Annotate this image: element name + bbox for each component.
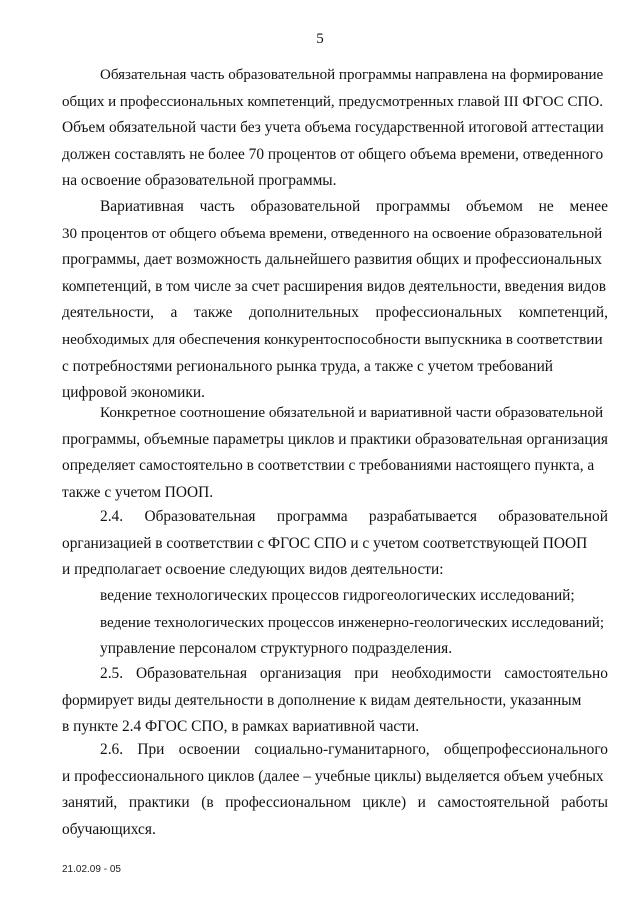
- word: 2.5.: [100, 665, 124, 682]
- word: не: [538, 198, 554, 215]
- paragraph-2-6: [62, 737, 608, 843]
- paragraph-line: цифровой экономики.: [62, 384, 205, 402]
- word: практики: [128, 794, 190, 812]
- word: разрабатывается: [368, 508, 477, 525]
- paragraph-line: обучающихся.: [62, 820, 156, 838]
- word: самостоятельной: [437, 794, 550, 812]
- word: деятельности,: [62, 304, 154, 322]
- paragraph-line: программы, объемные параметры циклов и практики образовательная организация: [62, 430, 608, 448]
- paragraph-line: в пункте 2.4 ФГОС СПО, в рамках вариативной части.: [62, 718, 420, 736]
- word: программы: [375, 198, 451, 215]
- word: дополнительных: [249, 304, 359, 322]
- word: а: [170, 304, 178, 322]
- word: социально-гуманитарного,: [254, 741, 430, 758]
- paragraph-line: должен составлять не более 70 процентов от общего объема времени, отведенного: [62, 145, 604, 163]
- paragraph-mandatory-part: [62, 62, 608, 195]
- paragraph-line: определяет самостоятельно в соответствии с требованиями настоящего пункта, а: [62, 457, 595, 475]
- word: объемом: [466, 198, 523, 215]
- paragraph-line: формирует виды деятельности в дополнение к видам деятельности, указанным: [62, 691, 582, 709]
- activity-list: [62, 583, 608, 663]
- word: работы: [561, 794, 608, 812]
- paragraph-line: общих и профессиональных компетенций, предусмотренных главой III ФГОС СПО.: [62, 93, 603, 110]
- list-item: ведение технологических процессов гидрогеологических исследований;: [100, 587, 575, 604]
- list-item: ведение технологических процессов инженерно-геологических исследований;: [100, 614, 605, 631]
- paragraph-line: и профессионального циклов (далее – учебные циклы) выделяется объем учебных: [62, 767, 604, 785]
- word: цикле): [362, 794, 407, 812]
- paragraph-2-5: [62, 661, 608, 741]
- word: также: [193, 304, 233, 322]
- word: освоении: [178, 741, 241, 758]
- paragraph-line: программы, дает возможность дальнейшего развития общих и профессиональных: [62, 251, 602, 269]
- paragraph-line: организацией в соответствии с ФГОС СПО и с учетом соответствующей ПООП: [62, 534, 588, 552]
- paragraph-line: также с учетом ПООП.: [62, 483, 214, 501]
- paragraph-line-justified: [62, 300, 608, 327]
- document-code: 21.02.09 - 05: [62, 864, 121, 875]
- paragraph-line-justified: [62, 790, 608, 817]
- paragraph-line-justified: [62, 504, 608, 531]
- word: при: [354, 665, 379, 682]
- paragraph-ratio: [62, 400, 608, 506]
- paragraph-line-justified: [62, 661, 608, 688]
- paragraph-variable-part: [62, 194, 608, 407]
- paragraph-line: на освоение образовательной программы.: [62, 172, 337, 190]
- paragraph-line: компетенций, в том числе за счет расширения видов деятельности, введения видов: [62, 277, 607, 295]
- paragraph-line: 30 процентов от общего объема времени, отведенного на освоение образовательной: [62, 225, 603, 242]
- paragraph-line: Объем обязательной части без учета объема государственной итоговой аттестации: [62, 119, 604, 137]
- word: менее: [569, 198, 608, 215]
- word: необходимости: [391, 665, 492, 682]
- word: При: [137, 741, 165, 758]
- paragraph-line: с потребностями регионального рынка труда, а также с учетом требований: [62, 357, 554, 375]
- paragraph-2-4: [62, 504, 608, 584]
- word: общепрофессионального: [443, 741, 608, 758]
- paragraph-line-justified: [62, 194, 608, 221]
- page-number: 5: [316, 31, 324, 47]
- paragraph-line: и предполагает освоение следующих видов деятельности:: [62, 561, 444, 579]
- word: 2.4.: [100, 508, 124, 525]
- word: часть: [199, 198, 235, 215]
- word: профессиональном: [225, 794, 351, 812]
- word: профессиональных: [375, 304, 503, 322]
- paragraph-line: Обязательная часть образовательной программы направлена на формирование: [100, 67, 604, 83]
- word: компетенций,: [518, 304, 608, 322]
- paragraph-line: необходимых для обеспечения конкурентоспособности выпускника в соответствии: [62, 330, 603, 348]
- word: 2.6.: [100, 741, 124, 758]
- word: и: [417, 794, 426, 812]
- list-item: управление персоналом структурного подразделения.: [100, 640, 453, 658]
- word: Вариативная: [100, 198, 184, 215]
- word: программа: [276, 508, 348, 525]
- word: образовательной: [250, 198, 361, 215]
- word: занятий,: [62, 794, 118, 812]
- word: Образовательная: [144, 508, 256, 525]
- word: самостоятельно: [504, 665, 608, 682]
- paragraph-line-justified: [62, 737, 608, 764]
- word: образовательной: [498, 508, 608, 525]
- paragraph-line: Конкретное соотношение обязательной и вариативной части образовательной: [100, 404, 604, 421]
- word: Образовательная: [135, 665, 248, 682]
- word: организация: [259, 665, 342, 682]
- word: (в: [201, 794, 214, 812]
